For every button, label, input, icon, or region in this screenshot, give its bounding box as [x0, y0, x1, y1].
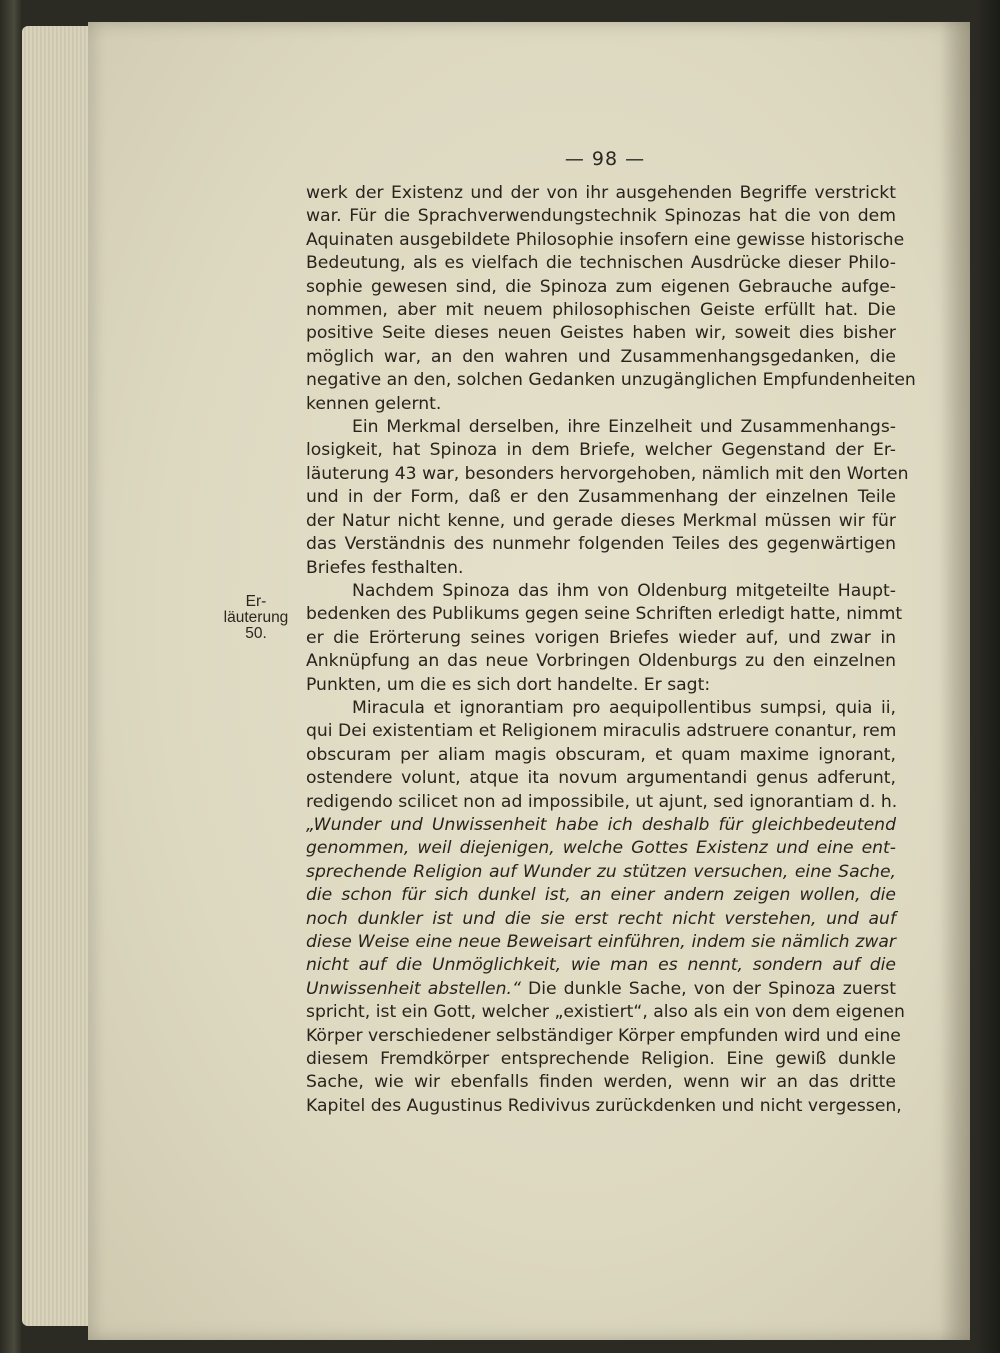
- text-line: Sache, wie wir ebenfalls finden werden, wenn wir an das dritte: [306, 1072, 896, 1093]
- text-line: ostendere volunt, atque ita novum argumentandi genus adferunt,: [306, 768, 896, 789]
- gutter-shadow: [940, 22, 970, 1340]
- text-line: nicht auf die Unmöglichkeit, wie man es nennt, sondern auf die: [306, 955, 896, 976]
- text-line: war. Für die Sprachverwendungstechnik Spinozas hat die von dem: [306, 206, 896, 227]
- text-line: Körper verschiedener selbständiger Körper empfunden wird und eine: [306, 1025, 901, 1046]
- text-line: läuterung 43 war, besonders hervorgehoben, nämlich mit den Worten: [306, 463, 909, 484]
- text-line: diesem Fremdkörper entsprechende Religion. Eine gewiß dunkle: [306, 1049, 896, 1070]
- text-line: noch dunkler ist und die sie erst recht nicht verstehen, und auf: [306, 908, 896, 929]
- roman-segment: Die dunkle Sache, von der Spinoza zuerst: [520, 978, 896, 999]
- text-line: positive Seite dieses neuen Geistes haben wir, soweit dies bisher: [306, 323, 896, 344]
- text-line: qui Dei existentiam et Religionem miraculis adstruere conantur, rem: [306, 721, 897, 742]
- margin-note-line: 50.: [245, 625, 267, 642]
- body-text: [306, 182, 916, 1118]
- text-line-mixed: [306, 978, 896, 1001]
- text-line: das Verständnis des nunmehr folgenden Teiles des gegenwärtigen: [306, 534, 896, 555]
- text-line: diese Weise eine neue Beweisart einführen, indem sie nämlich zwar: [306, 932, 896, 952]
- text-line: losigkeit, hat Spinoza in dem Briefe, welcher Gegenstand der Er-: [306, 440, 896, 461]
- margin-note-line: läuterung: [223, 609, 289, 626]
- text-line: möglich war, an den wahren und Zusammenhangsgedanken, die: [306, 346, 896, 367]
- text-line: negative an den, solchen Gedanken unzugänglichen Empfundenheiten: [306, 370, 916, 391]
- text-line: Punkten, um die es sich dort handelte. Er sagt:: [306, 674, 711, 695]
- text-line: genommen, weil diejenigen, welche Gottes Existenz und eine ent-: [306, 838, 896, 859]
- text-line: die schon für sich dunkel ist, an einer andern zeigen wollen, die: [306, 885, 896, 906]
- text-line: sprechende Religion auf Wunder zu stützen versuchen, eine Sache,: [306, 861, 896, 882]
- text-line: obscuram per aliam magis obscuram, et quam maxime ignorant,: [306, 744, 896, 765]
- text-line: Kapitel des Augustinus Redivivus zurückdenken und nicht vergessen,: [306, 1095, 902, 1116]
- text-line: kennen gelernt.: [306, 393, 442, 414]
- text-line: er die Erörterung seines vorigen Briefes wieder auf, und zwar in: [306, 627, 896, 648]
- text-line: Briefes festhalten.: [306, 557, 464, 578]
- text-line: Ein Merkmal derselben, ihre Einzelheit und Zusammenhangs-: [352, 417, 896, 438]
- text-line: Bedeutung, als es vielfach die technischen Ausdrücke dieser Philo-: [306, 253, 896, 274]
- text-line: Nachdem Spinoza das ihm von Oldenburg mitgeteilte Haupt-: [352, 580, 896, 601]
- italic-segment: Unwissenheit abstellen.“: [306, 978, 521, 999]
- text-line: der Natur nicht kenne, und gerade dieses Merkmal müssen wir für: [306, 510, 896, 531]
- text-line: spricht, ist ein Gott, welcher „existiert“, also als ein von dem eigenen: [306, 1002, 905, 1023]
- text-line: nommen, aber mit neuem philosophischen Geiste erfüllt hat. Die: [306, 300, 896, 321]
- text-line: und in der Form, daß er den Zusammenhang der einzelnen Teile: [306, 487, 896, 508]
- text-line: Aquinaten ausgebildete Philosophie insofern eine gewisse historische: [306, 229, 905, 250]
- page-number: — 98 —: [564, 148, 646, 170]
- text-line: werk der Existenz und der von ihr ausgehenden Begriffe verstrickt: [306, 183, 896, 203]
- text-line: bedenken des Publikums gegen seine Schriften erledigt hatte, nimmt: [306, 604, 903, 625]
- text-line: redigendo scilicet non ad impossibile, ut ajunt, sed ignorantiam d. h.: [306, 791, 898, 812]
- margin-note: [214, 594, 298, 642]
- text-line: Miracula et ignorantiam pro aequipollentibus sumpsi, quia ii,: [352, 697, 896, 718]
- margin-note-line: Er-: [245, 593, 267, 610]
- text-line: sophie gewesen sind, die Spinoza zum eigenen Gebrauche aufge-: [306, 276, 896, 297]
- text-line: Anknüpfung an das neue Vorbringen Oldenburgs zu den einzelnen: [306, 651, 896, 672]
- text-line: „Wunder und Unwissenheit habe ich deshalb für gleichbedeutend: [306, 814, 896, 835]
